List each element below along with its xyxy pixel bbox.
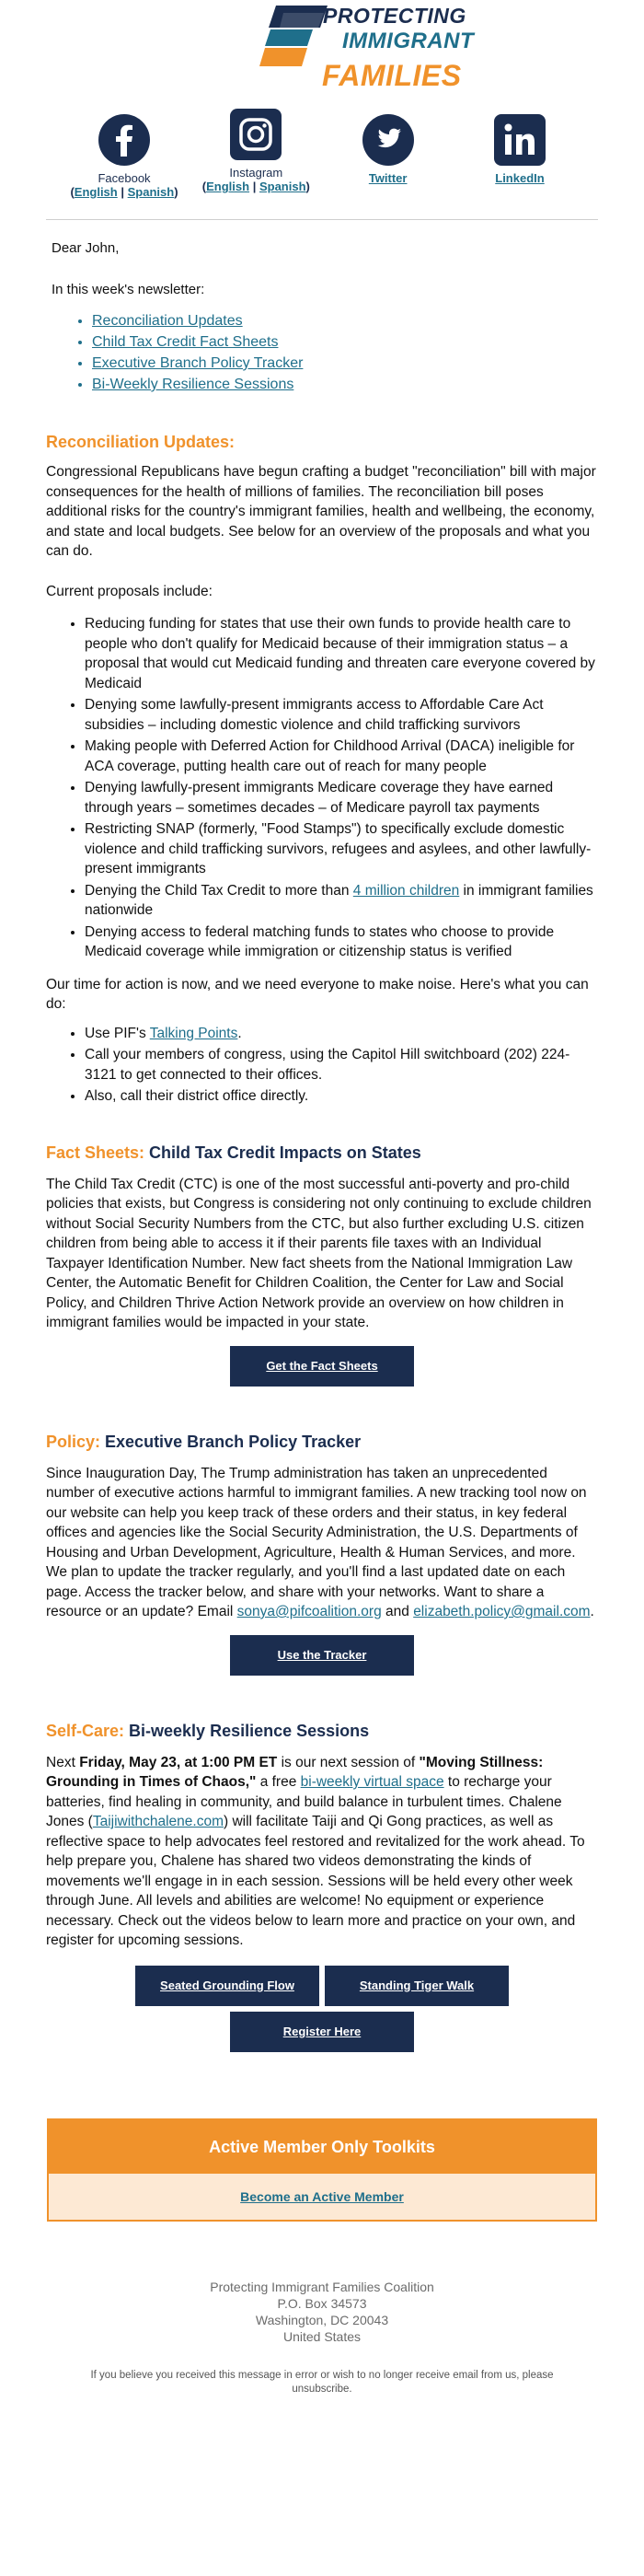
free-text: a free [256, 1774, 301, 1790]
fact-sheets-heading [46, 1142, 598, 1164]
social-links [46, 98, 598, 208]
video-buttons [46, 1966, 598, 2006]
toc-item [92, 353, 598, 374]
list-item [85, 1024, 598, 1044]
fact-sheets-title: Child Tax Credit Impacts on States [144, 1143, 421, 1162]
footer-org: Protecting Immigrant Families Coalition [210, 2279, 434, 2294]
register-here-button[interactable]: Register Here [230, 2012, 414, 2052]
list-item: • Also, call their district office directly. [85, 1086, 598, 1107]
reconciliation-intro: Congressional Republicans have begun crafting a budget "reconciliation" bill with major consequences for the health of millions of families. The reconciliation bill poses additional risks for the country's immigrant families, health and wellbeing, the economy, and state and local budgets. See below for an overview of the proposals and what you can do. [46, 464, 596, 559]
logo-line-protecting: PROTECTING [323, 4, 466, 28]
logo-mark [259, 4, 328, 68]
instagram-label: Instagram [229, 166, 283, 180]
toc-item [92, 331, 598, 353]
logo-line-immigrant: IMMIGRANT [342, 29, 475, 53]
reconciliation-heading-text: Reconciliation Updates: [46, 433, 236, 451]
facebook-icon[interactable] [98, 114, 150, 166]
separator: | [121, 185, 124, 199]
instagram-icon[interactable] [230, 109, 282, 160]
self-care-text-1: to recharge your batteries, find healing in community, and build balance in turbulent times. Chalene Jones ( [46, 1774, 562, 1829]
social-facebook [69, 114, 179, 208]
self-care-section [46, 1676, 598, 2052]
footer-country: United States [282, 2328, 362, 2344]
facebook-langs: (English | Spanish) [70, 185, 178, 199]
email-elizabeth-link[interactable]: elizabeth.policy@gmail.com [413, 1604, 591, 1619]
and-text: and [381, 1604, 414, 1619]
ctc-text-pre: Denying the Child Tax Credit to more than [85, 882, 353, 899]
list-item [85, 881, 598, 921]
social-twitter [333, 114, 443, 208]
standing-tiger-walk-button[interactable]: Standing Tiger Walk [325, 1966, 509, 2006]
list-item: • Reducing funding for states that use their own funds to provide health care to people who don't qualify for Medicaid because of their immigration status – a proposal that would cut Medicaid funding and threaten care everyone covered by Medicaid [85, 614, 598, 693]
ctc-text-post: in immigrant families nationwide [85, 882, 593, 918]
separator: | [252, 180, 257, 193]
list-item: • Call your members of congress, using the Capitol Hill switchboard (202) 224-3121 to get connected to their offices. [85, 1045, 598, 1085]
action-text: Use PIF's [85, 1025, 150, 1041]
talking-points-link[interactable]: Talking Points [149, 1025, 238, 1041]
twitter-link[interactable]: Twitter [368, 171, 408, 185]
twitter-icon[interactable] [362, 114, 414, 166]
four-million-children-link[interactable]: 4 million children [352, 882, 460, 899]
call-to-action-lead: Our time for action is now, and we need everyone to make noise. Here's what you can do: [46, 976, 589, 1012]
self-care-title: Bi-weekly Resilience Sessions [124, 1721, 370, 1740]
linkedin-icon[interactable] [494, 114, 546, 166]
social-linkedin [465, 114, 575, 208]
self-care-label: Self-Care: [46, 1721, 125, 1740]
policy-heading [46, 1431, 598, 1453]
use-tracker-button[interactable]: Use the Tracker [230, 1635, 414, 1676]
intro: In this week's newsletter: [52, 282, 205, 297]
toc-link-policy-tracker[interactable]: Executive Branch Policy Tracker [92, 355, 304, 371]
toc-link-reconciliation[interactable]: Reconciliation Updates [92, 313, 243, 329]
list-item: • Restricting SNAP (formerly, "Food Stamps") to specifically exclude domestic violence and child trafficking survivors, refugees and asylees, and other lawfully-present immigrants [85, 819, 598, 879]
actions-list [46, 1024, 598, 1107]
toolkit-box [47, 2118, 597, 2222]
facebook-label: Facebook [98, 171, 151, 185]
is-our-text: is our next session of [277, 1754, 420, 1770]
email-sonya-link[interactable]: sonya@pifcoalition.org [236, 1604, 382, 1619]
logo[interactable] [46, 0, 598, 98]
facebook-spanish-link[interactable]: Spanish [127, 185, 175, 199]
next-text: Next [46, 1754, 80, 1770]
instagram-langs: (English | Spanish) [201, 180, 310, 193]
self-care-body [46, 1753, 598, 1951]
facebook-english-link[interactable]: English [74, 185, 118, 199]
policy-label: Policy: [46, 1432, 101, 1451]
logo-line-families: FAMILIES [322, 59, 462, 92]
reconciliation-heading [46, 431, 598, 453]
list-item: • Denying lawfully-present immigrants Medicare coverage they have earned through years – sometimes decades – of Medicare payroll tax payments [85, 778, 598, 818]
instagram-english-link[interactable]: English [206, 180, 250, 193]
linkedin-link[interactable]: LinkedIn [495, 171, 545, 185]
proposals-lead: Current proposals include: [46, 583, 213, 599]
reconciliation-section [46, 395, 598, 1107]
table-of-contents [46, 297, 598, 395]
virtual-space-link[interactable]: bi-weekly virtual space [300, 1774, 444, 1790]
toc-link-resilience[interactable]: Bi-Weekly Resilience Sessions [92, 377, 294, 392]
unsubscribe-notice[interactable]: If you believe you received this message in error or wish to no longer receive email from us, please unsubscribe. [90, 2369, 554, 2395]
footer-city: Washington, DC 20043 [255, 2312, 389, 2327]
get-fact-sheets-button[interactable]: Get the Fact Sheets [230, 1346, 414, 1387]
list-item: • Making people with Deferred Action for Childhood Arrival (DACA) ineligible for ACA coverage, putting health care out of reach for many people [85, 737, 598, 776]
toolkit-title: Active Member Only Toolkits [49, 2120, 595, 2174]
policy-body-text: Since Inauguration Day, The Trump administration has taken an unprecedented number of executive actions harmful to immigrant families. A new tracking tool now on our website can help you keep track of these orders and their status, in key federal offices and agencies like the Social Security Administration, the U.S. Departments of Housing and Urban Development, Agriculture, Health & Human Services, and more. We plan to update the tracker regularly, and you'll find a last updated date on each page. Access the tracker below, and share with your networks. Want to share a resource or an update? Email [46, 1465, 587, 1619]
action-text-end: . [237, 1025, 242, 1041]
footer-address [46, 2279, 598, 2345]
fact-sheets-section [46, 1108, 598, 1387]
fact-sheets-label: Fact Sheets: [46, 1143, 145, 1162]
fact-sheets-body: The Child Tax Credit (CTC) is one of the most successful anti-poverty and pro-child policies that exists, but Congress is considering not only continuing to exclude children without Social Security Numbers from the CTC, but also further excluding U.S. citizen children from being able to access it if their parents file taxes with an Individual Taxpayer Identification Number. New fact sheets from the National Immigration Law Center, the Automatic Benefit for Children Coalition, the Center for Law and Social Policy, and Children Thrive Action Network provide an overview on how children in immigrant families would be impacted in your state. [46, 1176, 592, 1330]
toc-item [92, 310, 598, 331]
toc-link-child-tax-credit[interactable]: Child Tax Credit Fact Sheets [92, 334, 279, 350]
self-care-heading [46, 1720, 598, 1742]
toolkit-sub [49, 2174, 595, 2220]
policy-section [46, 1387, 598, 1676]
session-date: Friday, May 23, at 1:00 PM ET [79, 1754, 278, 1770]
policy-body [46, 1464, 598, 1622]
social-instagram [201, 114, 311, 208]
toc-item [92, 374, 598, 395]
policy-title: Executive Branch Policy Tracker [100, 1432, 362, 1451]
footer-box: P.O. Box 34573 [277, 2295, 367, 2311]
period-text: . [590, 1604, 594, 1619]
session-name: "Moving Stillness: Grounding in Times of Chaos," [46, 1754, 544, 1790]
instagram-spanish-link[interactable]: Spanish [259, 180, 306, 193]
taijiwithchalene-link[interactable]: Taijiwithchalene.com [92, 1814, 224, 1829]
become-active-member-link[interactable]: Become an Active Member [240, 2188, 404, 2204]
list-item: • Denying some lawfully-present immigrants access to Affordable Care Act subsidies – including domestic violence and child trafficking survivors [85, 695, 598, 735]
greeting: Dear John, [52, 240, 120, 256]
self-care-text-2: ) will facilitate Taiji and Qi Gong practices, as well as reflective space to help advocates feel restored and revitalized for the work ahead. To help prepare you, Chalene has shared two videos demonstrating the kinds of movements we'll engage in in each session. Sessions will be held every other week through June. All levels and abilities are welcome! No equipment or experience necessary. Check out the videos below to learn more and practice on your own, and register for upcoming sessions. [46, 1814, 585, 1948]
list-item: • Denying access to federal matching funds to states who choose to provide Medicaid coverage while immigration or citizenship status is verified [85, 922, 598, 962]
proposals-list [46, 614, 598, 962]
seated-grounding-flow-button[interactable]: Seated Grounding Flow [135, 1966, 319, 2006]
